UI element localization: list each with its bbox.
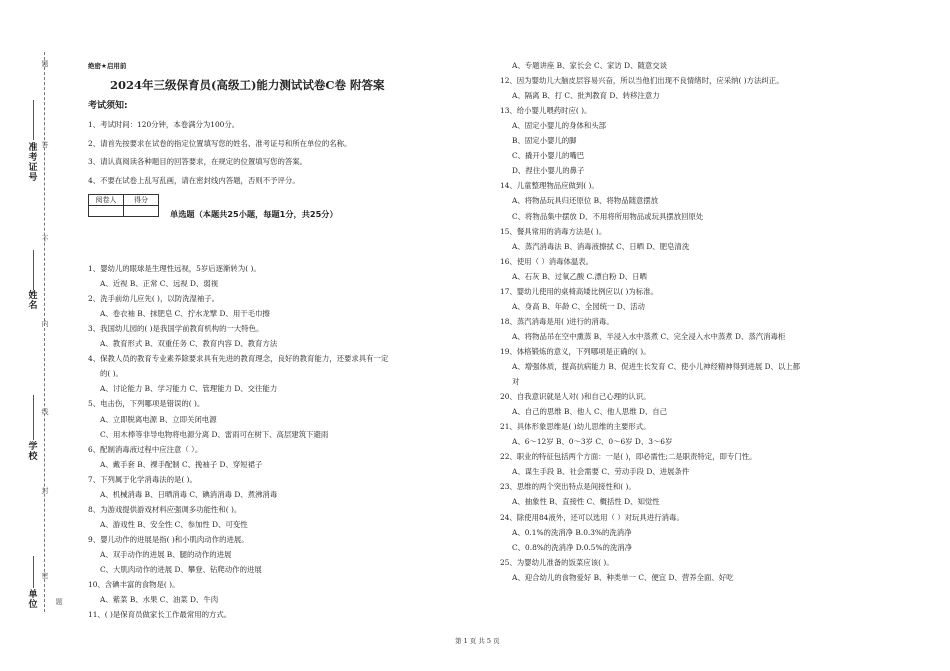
question-line: 6、配制消毒液过程中应注意（ ）。 — [88, 444, 203, 454]
option-line: A、石灰 B、过氧乙酸 C.漂白粉 D、日晒 — [512, 271, 647, 281]
question-line: 9、婴儿动作的进展是指( )和小肌肉动作的进展。 — [88, 534, 249, 544]
option-line: B、固定小婴儿的脚 — [512, 136, 577, 146]
section-title: 单选题（本题共25小题，每题1分，共25分） — [170, 209, 338, 219]
question-line: 2、洗手前幼儿应先( )，以防洗湿袖子。 — [88, 294, 220, 304]
option-line: A、双手动作的进展 B、腿的动作的进展 — [100, 549, 232, 559]
seal-char: 题 — [41, 60, 49, 68]
binding-margin — [0, 0, 80, 671]
page-footer: 第 1 页 共 5 页 — [455, 637, 500, 645]
option-line: C、大肌肉动作的进展 D、攀登、钻爬动作的进展 — [100, 565, 262, 574]
reviewer-cell: 阅卷人 — [89, 195, 124, 206]
seal-char: 答 — [41, 141, 49, 149]
question-line: 24、除使用84液外，还可以选用（ ）对玩具进行消毒。 — [500, 512, 684, 522]
notice-item: 4、不要在试卷上乱写乱画，请在密封线内答题，否则不予评分。 — [88, 176, 300, 185]
seal-dashed-line — [44, 52, 45, 612]
option-line: A、自己的思维 B、他人 C、他人思维 D、自己 — [512, 407, 668, 417]
option-line: 对 — [512, 377, 520, 387]
exam-id-underline — [33, 100, 34, 140]
seal-char: 内 — [41, 320, 49, 328]
option-line: D、捏住小婴儿的鼻子 — [512, 166, 585, 176]
option-line: A、蒸汽消毒法 B、消毒液擦拭 C、日晒 D、肥皂清洗 — [512, 241, 690, 251]
question-line: 19、体格锻炼的意义，下列哪项是正确的( )。 — [500, 346, 651, 356]
option-line: A、立即脱离电源 B、立即关闭电源 — [100, 414, 217, 424]
option-line: A、讨论能力 B、学习能力 C、管理能力 D、交往能力 — [100, 384, 278, 394]
question-line: 20、自我意识就是人对( )和自己心理的认识。 — [500, 392, 651, 402]
question-line: 10、含碘丰富的食物是( )。 — [88, 580, 180, 590]
unit-underline — [33, 556, 34, 588]
option-line: A、增强体质，提高抗病能力 B、促进生长发育 C、使小儿神经精神得到进展 D、以上都 — [512, 362, 801, 371]
seal-char: 不 — [41, 235, 49, 243]
question-line: 7、下列属于化学消毒法的是( )。 — [88, 474, 197, 484]
question-line: 17、婴幼儿使用的桌椅高矮比例应以( )为标准。 — [500, 286, 658, 296]
seal-char: 密 — [41, 572, 49, 580]
notice-item: 3、请认真阅读各种题目的回答要求，在规定的位置填写您的答案。 — [88, 157, 308, 166]
option-line: A、近视 B、正常 C、远视 D、弱视 — [100, 279, 219, 289]
option-line: A、卷衣袖 B、抹肥皂 C、拧水龙擘 D、用干毛巾擦 — [100, 309, 270, 319]
option-line: A、抽象性 B、直接性 C、概括性 D、知觉性 — [512, 497, 660, 507]
notice-item: 2、请首先按要求在试卷的指定位置填写您的姓名、准考证号和所在单位的名称。 — [88, 139, 352, 148]
option-line: A、专题讲座 B、家长会 C、家访 D、随意交谈 — [512, 61, 668, 70]
option-line: C、0.8%的洗消净 D.0.5%的洗消净 — [512, 542, 633, 552]
school-label: 学校 — [28, 442, 38, 462]
notice-item: 1、考试时间：120分钟，本卷满分为100分。 — [88, 120, 240, 129]
score-cell: 得分 — [124, 195, 159, 206]
option-line: A、迎合幼儿的食物爱好 B、种类单一 C、便宜 D、营养全面、好吃 — [512, 572, 734, 582]
seal-char: 封 — [41, 487, 49, 495]
question-line: 23、思维的两个突出特点是间接性和( )。 — [500, 482, 636, 492]
option-line: C、将物品集中摆放 D、不用将所用物品或玩具摆放回原处 — [512, 211, 704, 221]
question-line: 16、使用（ ）消毒体温表。 — [500, 256, 594, 266]
question-line: 15、餐具常用的消毒方法是( )。 — [500, 226, 607, 236]
option-line: A、谋生手段 B、社会需要 C、劳动手段 D、进展条件 — [512, 467, 690, 477]
question-line: 11、( )是保育员做家长工作最常用的方式。 — [88, 610, 232, 620]
option-line: A、紫菜 B、水果 C、油菜 D、牛肉 — [100, 595, 219, 605]
reviewer-blank-cell[interactable] — [89, 206, 124, 217]
exam-id-label: 准考证号 — [28, 143, 38, 183]
option-line: 的( )。 — [100, 369, 123, 379]
score-blank-cell[interactable] — [124, 206, 159, 217]
unit-label: 单位 — [28, 590, 38, 610]
option-line: A、0.1%的洗消净 B.0.3%的洗消净 — [512, 527, 632, 537]
question-line: 22、职业的特征包括两个方面：一是( )，即必需性;二是职责特定，即专门性。 — [500, 452, 757, 462]
name-label: 姓名 — [28, 291, 38, 311]
question-line: 8、为游戏提供游戏材料应强调多功能性和( )。 — [88, 504, 242, 514]
option-line: A、游戏性 B、安全性 C、参加性 D、可变性 — [100, 519, 248, 529]
option-line: A、固定小婴儿的身体和头部 — [512, 121, 607, 131]
option-line: A、教育形式 B、双重任务 C、教育内容 D、教育方法 — [100, 339, 278, 349]
seal-char: 题 — [55, 598, 63, 606]
question-line: 25、为婴幼儿准备的饭菜应该( )。 — [500, 557, 614, 567]
question-line: 13、给小婴儿喂药时应( )。 — [500, 106, 592, 116]
question-line: 12、因为婴幼儿大脑皮层容易兴奋，所以当他们出现不良情绪时，应采纳( )方法纠正。 — [500, 76, 784, 86]
question-line: 14、儿童整理物品应做到( )。 — [500, 181, 599, 191]
page-title: 2024年三级保育员(高级工)能力测试试卷C卷 附答案 — [110, 78, 385, 92]
option-line: A、将物品玩具归还原位 B、将物品随意摆放 — [512, 196, 659, 206]
question-line: 4、保教人员的教育专业素养除要求具有先进的教育理念，良好的教育能力，还要求具有一定 — [88, 354, 389, 364]
option-line: A、隔离 B、打 C、批判教育 D、转移注意力 — [512, 91, 660, 101]
notice-heading: 考试须知: — [88, 101, 128, 111]
option-line: A、戴手套 B、裸手配制 C、挽袖子 D、穿短裙子 — [100, 459, 263, 469]
option-line: A、机械消毒 B、日晒消毒 C、碘消消毒 D、煮沸消毒 — [100, 489, 278, 499]
question-line: 18、蒸汽消毒是用( )进行的消毒。 — [500, 316, 614, 326]
secret-mark: 绝密★启用前 — [88, 62, 127, 70]
question-line: 21、具体形象思维是( )幼儿思维的主要形式。 — [500, 422, 651, 432]
option-line: A、身高 B、年龄 C、全园统一 D、活动 — [512, 301, 645, 311]
option-line: C、撬开小婴儿的嘴巴 — [512, 151, 585, 161]
option-line: A、6～12岁 B、0～3岁 C、0～6岁 D、3～6岁 — [512, 437, 673, 447]
question-line: 1、婴幼儿的眼球是生理性远视，5岁后逐渐转为( )。 — [88, 264, 261, 273]
name-underline — [33, 250, 34, 290]
option-line: A、将物品吊在空中熏蒸 B、半浸入水中蒸煮 C、完全浸入水中蒸煮 D、蒸汽消毒柜 — [512, 331, 786, 341]
score-table — [88, 194, 159, 217]
question-line: 3、我国幼儿园的( )是我国学前教育机构的一大特色。 — [88, 324, 264, 334]
school-underline — [33, 395, 34, 440]
option-line: C、用木棒等非导电物将电源分离 D、雷雨可在树下、高层建筑下避雨 — [100, 429, 329, 439]
question-line: 5、电击伤，下列哪项是错误的( )。 — [88, 399, 205, 409]
seal-char: 线 — [41, 408, 49, 416]
